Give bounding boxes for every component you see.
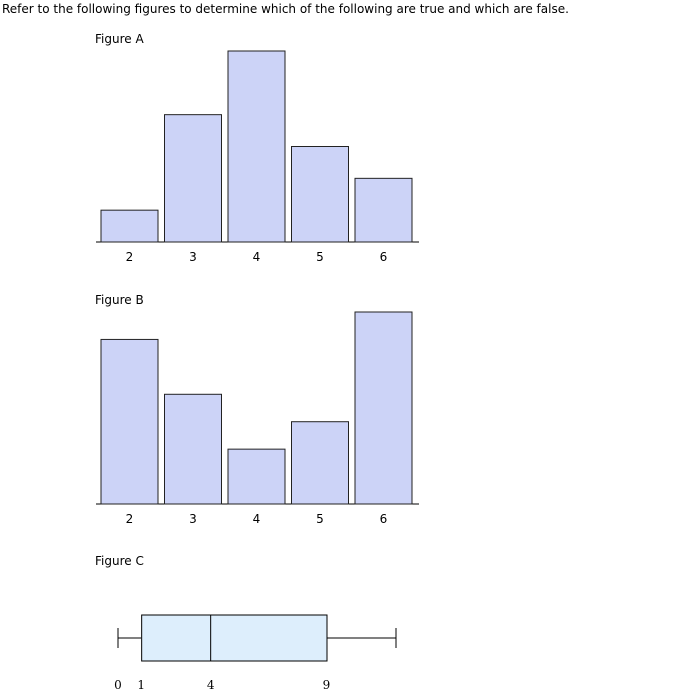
tick-label-2: 2 xyxy=(125,250,134,264)
question-text: Refer to the following figures to determine which of the following are true and which are false. xyxy=(2,2,569,16)
tick-label-4: 4 xyxy=(252,512,261,526)
figure-a-title: Figure A xyxy=(95,32,144,46)
figure-b-title: Figure B xyxy=(95,293,144,307)
tick-label-3: 3 xyxy=(189,512,197,526)
box-tick-4: 4 xyxy=(206,678,215,692)
box-tick-9: 9 xyxy=(322,678,331,692)
box-tick-0: 0 xyxy=(114,678,122,692)
tick-label-5: 5 xyxy=(316,512,324,526)
iqr-box xyxy=(142,615,327,661)
tick-label-5: 5 xyxy=(316,250,324,264)
box-tick-1: 1 xyxy=(137,678,145,692)
tick-label-4: 4 xyxy=(252,250,261,264)
tick-label-6: 6 xyxy=(379,250,388,264)
tick-label-6: 6 xyxy=(379,512,388,526)
tick-label-2: 2 xyxy=(125,512,134,526)
figure-c-title: Figure C xyxy=(95,554,144,568)
tick-label-3: 3 xyxy=(189,250,197,264)
